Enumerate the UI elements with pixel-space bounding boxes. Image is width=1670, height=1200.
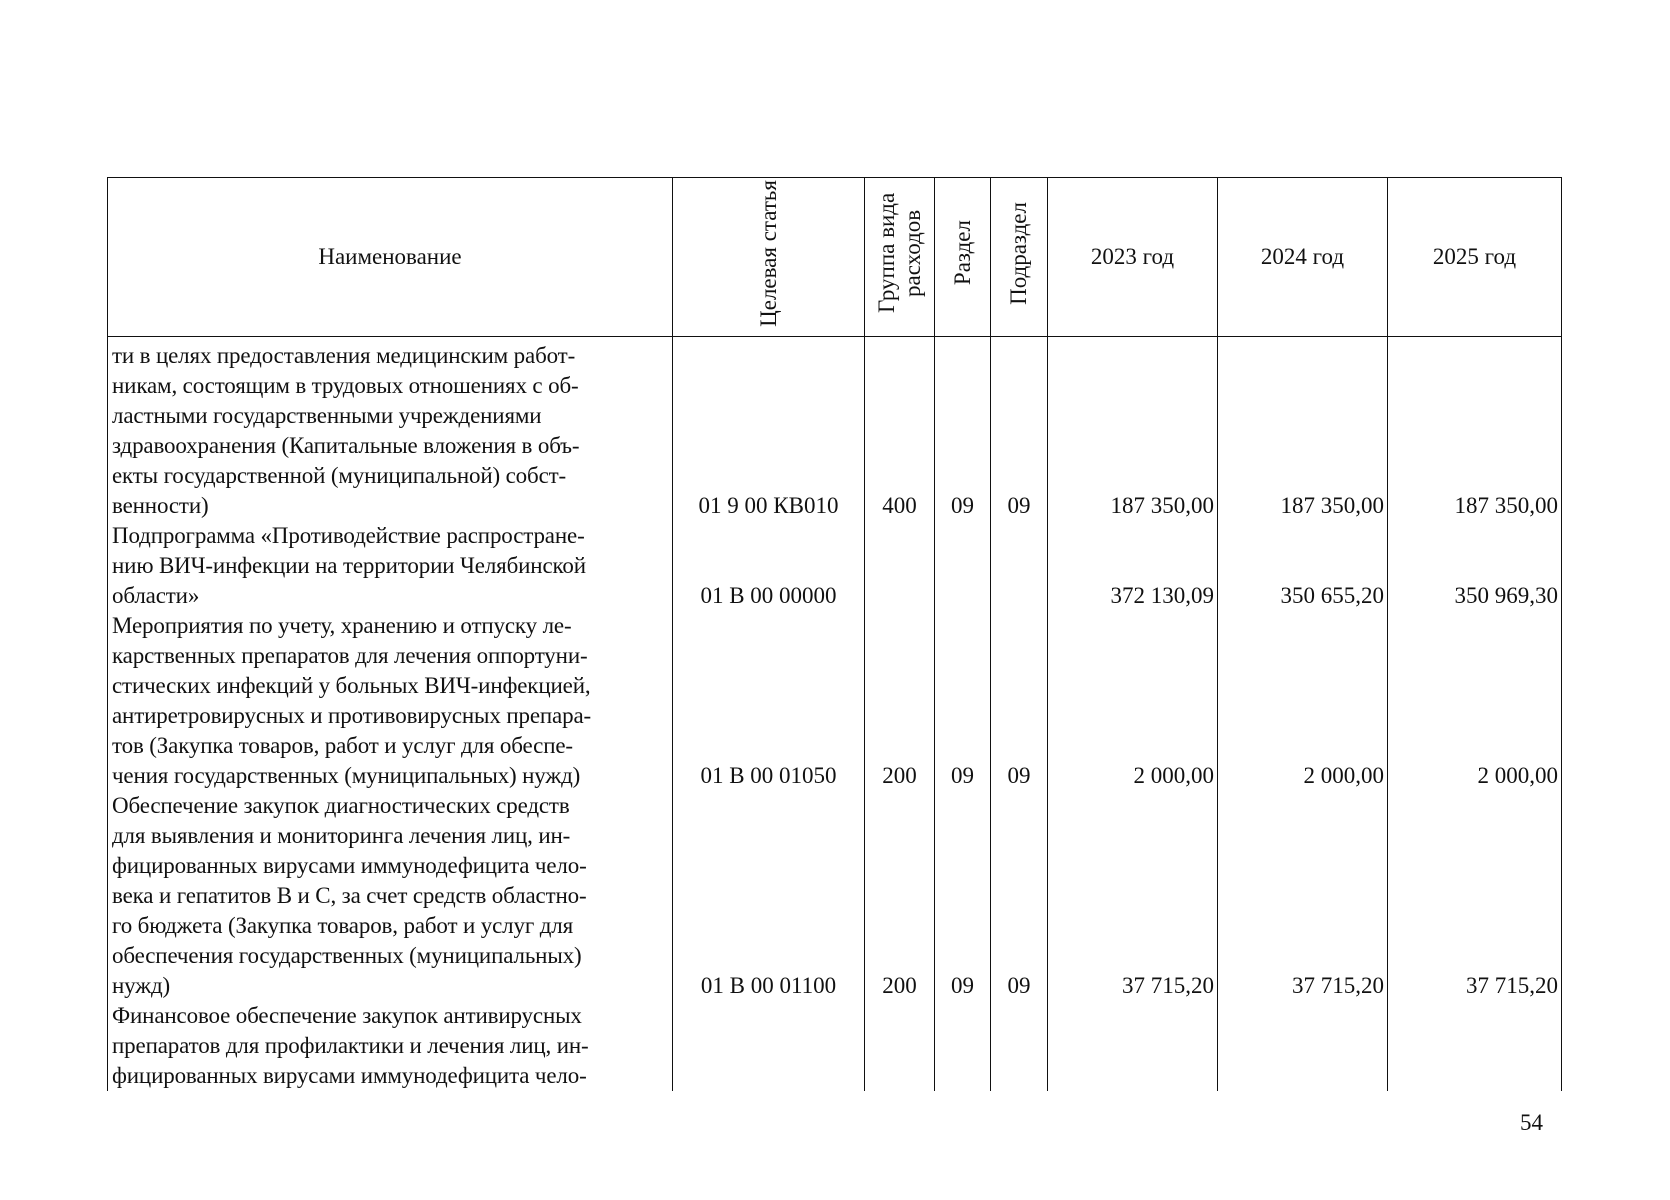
cell-year-2023: 2 000,00 bbox=[1048, 611, 1218, 791]
cell-subsection: 09 bbox=[991, 791, 1048, 1001]
cell-section: 09 bbox=[935, 611, 991, 791]
header-name: Наименование bbox=[108, 178, 673, 337]
cell-expense-group bbox=[865, 521, 935, 611]
cell-name bbox=[108, 611, 673, 791]
table-row bbox=[108, 791, 1562, 1001]
cell-year-2025: 350 969,30 bbox=[1388, 521, 1562, 611]
cell-section bbox=[935, 1001, 991, 1091]
name-line: века и гепатитов В и С, за счет средств областно- bbox=[112, 883, 587, 908]
header-expense-group: Группа вида расходов bbox=[865, 178, 935, 337]
name-line: ти в целях предоставления медицинским работ- bbox=[112, 343, 576, 368]
cell-name bbox=[108, 1001, 673, 1091]
cell-target-article: 01 В 00 00000 bbox=[673, 521, 865, 611]
cell-year-2023: 372 130,09 bbox=[1048, 521, 1218, 611]
header-section: Раздел bbox=[935, 178, 991, 337]
cell-target-article: 01 9 00 КВ010 bbox=[673, 337, 865, 522]
cell-target-article: 01 В 00 01100 bbox=[673, 791, 865, 1001]
name-line: чения государственных (муниципальных) нужд) bbox=[112, 763, 581, 788]
cell-name bbox=[108, 521, 673, 611]
cell-expense-group: 200 bbox=[865, 611, 935, 791]
cell-year-2025 bbox=[1388, 1001, 1562, 1091]
cell-expense-group bbox=[865, 1001, 935, 1091]
page-number: 54 bbox=[1520, 1110, 1543, 1135]
name-line: никам, состоящим в трудовых отношениях с об- bbox=[112, 373, 579, 398]
header-target-article: Целевая статья bbox=[673, 178, 865, 337]
header-year-2023: 2023 год bbox=[1048, 178, 1218, 337]
name-line: Обеспечение закупок диагностических средств bbox=[112, 793, 570, 818]
cell-year-2025: 37 715,20 bbox=[1388, 791, 1562, 1001]
cell-expense-group: 200 bbox=[865, 791, 935, 1001]
name-line: тов (Закупка товаров, работ и услуг для обеспе- bbox=[112, 733, 573, 758]
header-row bbox=[108, 178, 1562, 337]
table-row bbox=[108, 611, 1562, 791]
cell-subsection: 09 bbox=[991, 611, 1048, 791]
table-body bbox=[108, 337, 1562, 1092]
cell-year-2023: 37 715,20 bbox=[1048, 791, 1218, 1001]
name-line: Финансовое обеспечение закупок антивирусных bbox=[112, 1003, 582, 1028]
name-line: карственных препаратов для лечения оппортуни- bbox=[112, 643, 588, 668]
cell-subsection bbox=[991, 1001, 1048, 1091]
cell-subsection bbox=[991, 521, 1048, 611]
cell-year-2024: 2 000,00 bbox=[1218, 611, 1388, 791]
cell-year-2025: 187 350,00 bbox=[1388, 337, 1562, 522]
cell-subsection: 09 bbox=[991, 337, 1048, 522]
cell-year-2023 bbox=[1048, 1001, 1218, 1091]
cell-expense-group: 400 bbox=[865, 337, 935, 522]
header-year-2024: 2024 год bbox=[1218, 178, 1388, 337]
name-line: для выявления и мониторинга лечения лиц, ин- bbox=[112, 823, 571, 848]
cell-year-2025: 2 000,00 bbox=[1388, 611, 1562, 791]
header-subsection: Подраздел bbox=[991, 178, 1048, 337]
cell-year-2024: 350 655,20 bbox=[1218, 521, 1388, 611]
name-line: Подпрограмма «Противодействие распростране- bbox=[112, 523, 585, 548]
cell-section bbox=[935, 521, 991, 611]
header-year-2025: 2025 год bbox=[1388, 178, 1562, 337]
cell-target-article: 01 В 00 01050 bbox=[673, 611, 865, 791]
table-row bbox=[108, 521, 1562, 611]
table-row bbox=[108, 337, 1562, 522]
cell-year-2023: 187 350,00 bbox=[1048, 337, 1218, 522]
budget-table bbox=[107, 177, 1562, 1091]
name-line: стических инфекций у больных ВИЧ-инфекцией, bbox=[112, 673, 591, 698]
cell-year-2024: 187 350,00 bbox=[1218, 337, 1388, 522]
table-row bbox=[108, 1001, 1562, 1091]
name-line: области» bbox=[112, 583, 200, 608]
name-line: фицированных вирусами иммунодефицита чело- bbox=[112, 1063, 587, 1088]
name-line: фицированных вирусами иммунодефицита чело- bbox=[112, 853, 587, 878]
name-line: венности) bbox=[112, 493, 209, 518]
cell-target-article bbox=[673, 1001, 865, 1091]
name-line: го бюджета (Закупка товаров, работ и услуг для bbox=[112, 913, 574, 938]
cell-year-2024 bbox=[1218, 1001, 1388, 1091]
cell-name bbox=[108, 337, 673, 522]
name-line: ластными государственными учреждениями bbox=[112, 403, 542, 428]
name-line: нужд) bbox=[112, 973, 171, 998]
cell-section: 09 bbox=[935, 791, 991, 1001]
name-line: антиретровирусных и противовирусных препара- bbox=[112, 703, 592, 728]
name-line: здравоохранения (Капитальные вложения в объ- bbox=[112, 433, 580, 458]
cell-section: 09 bbox=[935, 337, 991, 522]
name-line: екты государственной (муниципальной) собст- bbox=[112, 463, 567, 488]
cell-year-2024: 37 715,20 bbox=[1218, 791, 1388, 1001]
name-line: нию ВИЧ-инфекции на территории Челябинской bbox=[112, 553, 586, 578]
cell-name bbox=[108, 791, 673, 1001]
name-line: препаратов для профилактики и лечения лиц, ин- bbox=[112, 1033, 589, 1058]
name-line: обеспечения государственных (муниципальных) bbox=[112, 943, 582, 968]
name-line: Мероприятия по учету, хранению и отпуску ле- bbox=[112, 613, 572, 638]
